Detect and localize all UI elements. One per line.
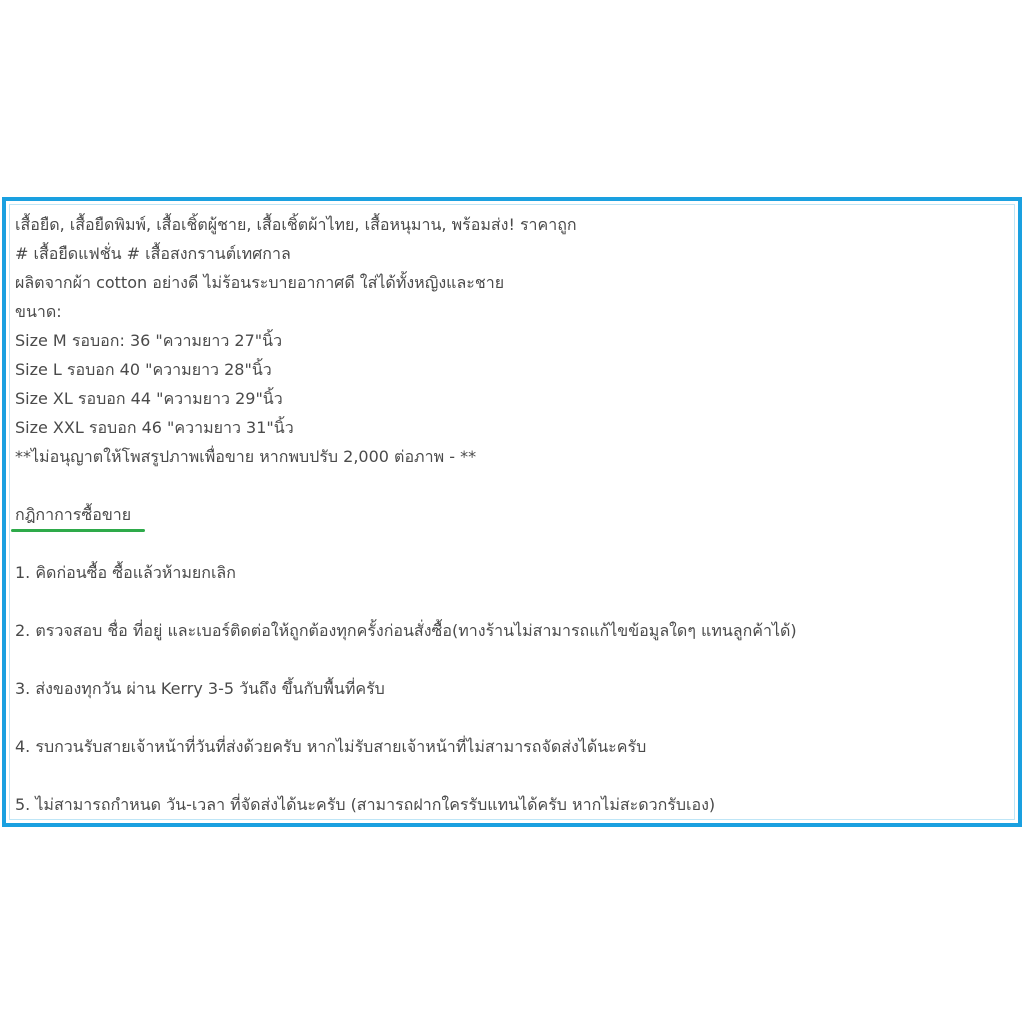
rules-heading-underline: [11, 529, 145, 532]
rule-item: 2. ตรวจสอบ ชื่อ ที่อยู่ และเบอร์ติดต่อให้ถูกต้องทุกครั้งก่อนสั่งซื้อ(ทางร้านไม่สามารถแก้ไขข้อมูลใดๆ แทนลูกค้าได้): [15, 621, 797, 640]
description-line: เสื้อยืด, เสื้อยืดพิมพ์, เสื้อเชิ้ตผู้ชาย, เสื้อเชิ้ตผ้าไทย, เสื้อหนุมาน, พร้อมส่ง! ราคาถูก: [15, 215, 577, 234]
rule-item: 3. ส่งของทุกวัน ผ่าน Kerry 3-5 วันถึง ขึ้นกับพื้นที่ครับ: [15, 679, 385, 698]
size-line: Size L รอบอก 40 "ความยาว 28"นิ้ว: [15, 360, 272, 379]
description-line: # เสื้อยืดแฟชั่น # เสื้อสงกรานต์เทศกาล: [15, 244, 291, 263]
size-line: Size XXL รอบอก 46 "ความยาว 31"นิ้ว: [15, 418, 294, 437]
size-line: Size M รอบอก: 36 "ความยาว 27"นิ้ว: [15, 331, 283, 350]
product-description: [15, 210, 797, 819]
copyright-notice: **ไม่อนุญาตให้โพสรูปภาพเพื่อขาย หากพบปรับ 2,000 ต่อภาพ - **: [15, 447, 477, 466]
rule-item: 1. คิดก่อนซื้อ ซื้อแล้วห้ามยกเลิก: [15, 563, 236, 582]
rules-heading-text: กฎิกาการซื้อขาย: [15, 505, 132, 524]
rule-item: 5. ไม่สามารถกำหนด วัน-เวลา ที่จัดส่งได้นะครับ (สามารถฝากใครรับแทนได้ครับ หากไม่สะดวกรับเอง): [15, 795, 716, 814]
rules-heading: [15, 500, 131, 529]
rule-item: 4. รบกวนรับสายเจ้าหน้าที่วันที่ส่งด้วยครับ หากไม่รับสายเจ้าหน้าที่ไม่สามารถจัดส่งได้นะครับ: [15, 737, 647, 756]
description-line: ขนาด:: [15, 302, 62, 321]
size-line: Size XL รอบอก 44 "ความยาว 29"นิ้ว: [15, 389, 283, 408]
description-line: ผลิตจากผ้า cotton อย่างดี ไม่ร้อนระบายอากาศดี ใส่ได้ทั้งหญิงและชาย: [15, 273, 505, 292]
